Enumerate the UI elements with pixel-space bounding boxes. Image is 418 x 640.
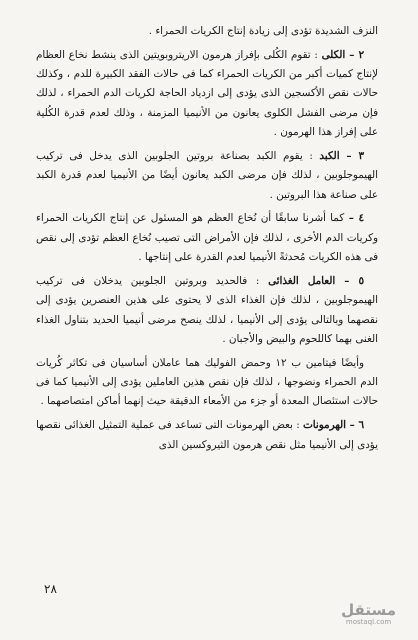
item-heading: الكلى <box>321 48 346 61</box>
watermark-logo <box>341 602 396 626</box>
paragraph-text: وأيضًا فيتامين ب ١٢ وحمض الفوليك هما عاملان أساسيان فى تكاثر كُريات الدم الحمراء ونضوجها ، لذلك فإن نقص هذين العاملين يؤدى إلى الأنيميا كما فى حالات استئصال المعدة أو جزء من الأمعاء الدقيقة حيث إنهما أماكن امتصاصهما . <box>36 356 378 408</box>
paragraph-1 <box>36 22 378 41</box>
item-number: ٣ – <box>339 149 364 162</box>
item-heading: الهرمونات <box>303 419 346 432</box>
paragraph-text: النزف الشديدة تؤدى إلى زيادة إنتاج الكريات الحمراء . <box>148 25 378 37</box>
paragraph-text: كما أشرنا سابقًا أن نُخاع العظم هو المسئول عن إنتاج الكريات الحمراء وكريات الدم الأخرى ، لذلك فإن الأمراض التى تصيب نُخاع العظم تؤدى إلى نقص فى هذه الكريات مُحدثةً الأنيميا لعدم القدرة على إنتاجها . <box>36 212 378 264</box>
paragraph-4-bone-marrow <box>36 209 378 267</box>
paragraph-3-liver <box>36 147 378 205</box>
item-number: ٦ – <box>346 419 364 432</box>
item-heading: الكبد <box>319 149 340 162</box>
page-number: ٢٨ <box>44 582 57 596</box>
paragraph-text: : بعض الهرمونات التى تساعد فى عملية التمثيل الغذائى نقصها يؤدى إلى الأنيميا مثل نقص هرمون الثيروكسين الذى <box>36 419 378 451</box>
paragraph-text: : فالحديد وبروتين الجلوبين يدخلان فى تركيب الهيموجلوبين ، لذلك فإن الغذاء الذى لا يحتوى على هذين العنصرين يؤدى إلى نقصهما وبالتالى يؤدى إلى الأنيميا ، لذلك ينصح مرضى أنيميا الحديد بتناول الغذاء الغنى بهما كاللحوم والبيض والأجبان . <box>36 274 378 345</box>
paragraph-7-hormones <box>36 416 378 455</box>
page-body-text <box>36 22 378 455</box>
paragraph-5-nutrition <box>36 272 378 349</box>
item-heading: العامل الغذائى <box>268 274 336 287</box>
watermark-arabic: مستقل <box>341 601 396 619</box>
paragraph-text: : تقوم الكُلى بإفراز هرمون الاريتروبويتين الذى ينشط نخاع العظام لإنتاج كميات أكبر من الكريات الحمراء كما فى حالات الفقد الكبيرة للدم ، وكذلك حالات نقص الأكسجين الذى يؤدى إلى ازدياد الحاجة لكريات الدم الحمراء ، لذلك فإن مرضى الفشل الكلوى يعانون من الأنيميا المزمنة ، وذلك لعدم قدرة الكُلية على إفراز هذا الهرمون . <box>36 48 378 139</box>
paragraph-2-kidneys <box>36 46 378 142</box>
item-number: ٢ – <box>345 48 364 61</box>
paragraph-6-vitamins <box>36 354 378 412</box>
item-number: ٤ – <box>344 212 364 225</box>
item-number: ٥ – <box>335 274 364 287</box>
watermark-latin: mostaql.com <box>345 618 392 626</box>
paragraph-text: : يقوم الكبد بصناعة بروتين الجلوبين الذى يدخل فى تركيب الهيموجلوبين ، لذلك فإن مرضى الكبد يعانون أيضًا من الأنيميا لعدم قدرة الكبد على صناعة هذا البروتين . <box>36 149 378 201</box>
